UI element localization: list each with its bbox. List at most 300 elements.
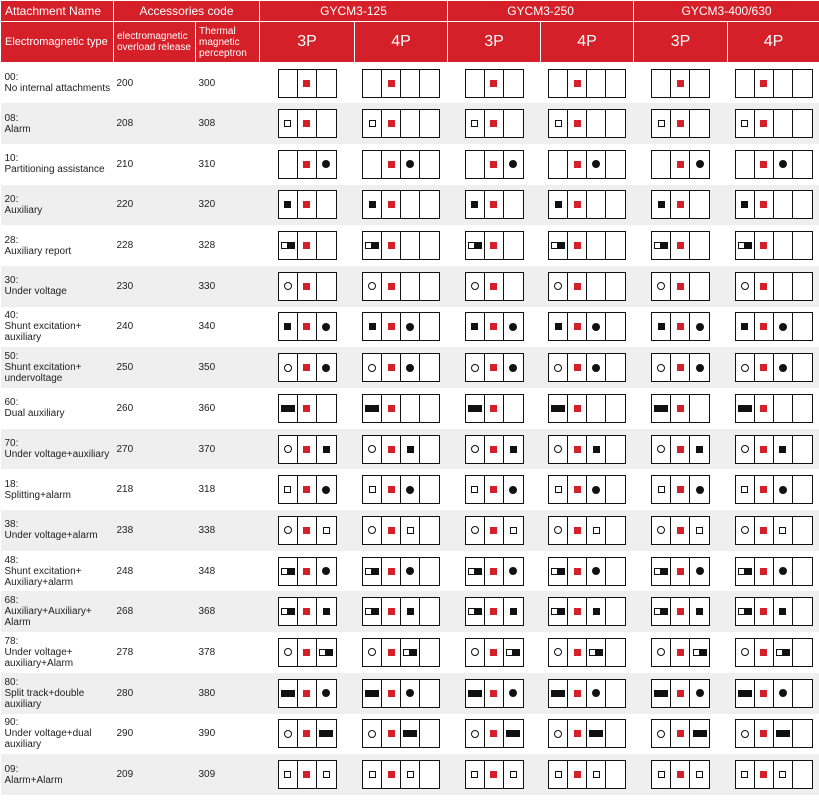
diagram-4p — [355, 185, 448, 226]
red-square-icon — [760, 690, 767, 697]
slot — [671, 720, 690, 747]
slot — [755, 436, 774, 463]
slot — [485, 558, 504, 585]
diagram-4p — [355, 63, 448, 104]
slot-diagram — [465, 475, 524, 504]
hollow-circle-icon — [471, 526, 479, 534]
slot-diagram — [465, 638, 524, 667]
slot-diagram — [548, 435, 626, 464]
slot — [606, 598, 625, 625]
black-square-icon — [369, 323, 376, 330]
diagram-4p — [728, 551, 819, 592]
slot — [317, 313, 336, 340]
diagram-3p — [634, 307, 728, 348]
slot — [755, 191, 774, 218]
slot — [549, 639, 568, 666]
slot — [466, 436, 485, 463]
red-square-icon — [303, 80, 310, 87]
hollow-circle-icon — [657, 526, 665, 534]
slot — [736, 151, 755, 178]
diagram-4p — [541, 63, 634, 104]
hollow-square-icon — [741, 771, 748, 778]
slot — [774, 598, 793, 625]
slot — [401, 354, 420, 381]
slot — [466, 191, 485, 218]
table-row — [1, 632, 819, 673]
slot — [652, 436, 671, 463]
hollow-square-icon — [407, 527, 414, 534]
diagram-3p — [448, 714, 541, 755]
slot-diagram — [651, 719, 710, 748]
slot — [279, 151, 298, 178]
diagram-4p — [541, 266, 634, 307]
code-thermal: 340 — [198, 321, 216, 333]
hollow-square-icon — [551, 608, 558, 615]
diagram-3p — [634, 754, 728, 795]
slot — [382, 761, 401, 788]
diagram-3p — [448, 144, 541, 185]
red-square-icon — [490, 405, 497, 412]
diagram-3p — [260, 347, 355, 388]
slot-diagram — [735, 272, 813, 301]
code-em: 220 — [114, 185, 196, 226]
header-3p: 3P — [448, 22, 541, 63]
hollow-circle-icon — [284, 648, 292, 656]
filled-circle-icon — [322, 567, 330, 575]
code-em: 240 — [116, 321, 134, 333]
code-thermal: 368 — [196, 591, 260, 632]
slot — [793, 232, 812, 259]
slot — [671, 517, 690, 544]
red-square-icon — [490, 608, 497, 615]
slot — [420, 110, 439, 137]
slot — [382, 598, 401, 625]
attachment-name — [1, 185, 114, 226]
hollow-square-icon — [284, 120, 291, 127]
code-label: 80: — [4, 676, 19, 688]
slot — [317, 191, 336, 218]
black-square-icon — [741, 201, 748, 208]
black-square-icon — [558, 405, 565, 412]
slot — [587, 232, 606, 259]
code-thermal: 318 — [198, 484, 216, 496]
red-square-icon — [760, 486, 767, 493]
slot — [652, 273, 671, 300]
black-square-icon — [558, 608, 565, 615]
filled-circle-icon — [779, 689, 787, 697]
slot-diagram — [362, 109, 440, 138]
slot — [382, 558, 401, 585]
red-square-icon — [574, 568, 581, 575]
header-4p: 4P — [541, 22, 634, 63]
slot — [363, 436, 382, 463]
slot — [549, 273, 568, 300]
diagram-4p — [728, 63, 819, 104]
slot — [755, 476, 774, 503]
red-square-icon — [677, 608, 684, 615]
slot-diagram — [651, 312, 710, 341]
filled-circle-icon — [696, 364, 704, 372]
slot — [671, 761, 690, 788]
red-square-icon — [760, 283, 767, 290]
red-square-icon — [490, 161, 497, 168]
type-label: Dual auxiliary — [4, 408, 65, 420]
slot — [401, 70, 420, 97]
slot — [736, 313, 755, 340]
slot — [485, 476, 504, 503]
hollow-square-icon — [555, 771, 562, 778]
slot — [317, 110, 336, 137]
red-square-icon — [490, 568, 497, 575]
red-square-icon — [303, 690, 310, 697]
black-square-icon — [551, 690, 558, 697]
diagram-3p — [634, 225, 728, 266]
black-square-icon — [506, 730, 513, 737]
type-label: Under voltage+alarm — [4, 530, 98, 542]
hollow-square-icon — [369, 771, 376, 778]
red-square-icon — [677, 690, 684, 697]
diagram-4p — [541, 469, 634, 510]
slot — [363, 598, 382, 625]
diagram-3p — [634, 469, 728, 510]
code-thermal: 370 — [196, 429, 260, 470]
slot — [420, 720, 439, 747]
filled-circle-icon — [592, 323, 600, 331]
diagram-4p — [728, 144, 819, 185]
slot — [736, 517, 755, 544]
slot — [279, 598, 298, 625]
hollow-circle-icon — [554, 526, 562, 534]
slot-diagram — [465, 760, 524, 789]
header-thermal-perceptron: Thermal magnetic perceptron — [196, 22, 260, 63]
black-square-icon — [558, 242, 565, 249]
red-square-icon — [388, 771, 395, 778]
table-row — [1, 754, 819, 795]
hollow-circle-icon — [471, 730, 479, 738]
slot — [466, 232, 485, 259]
slot — [568, 70, 587, 97]
red-square-icon — [760, 446, 767, 453]
slot — [606, 151, 625, 178]
type-label: Partitioning assistance — [4, 164, 105, 176]
slot — [298, 436, 317, 463]
diagram-4p — [541, 754, 634, 795]
red-square-icon — [303, 730, 310, 737]
black-square-icon — [407, 608, 414, 615]
black-square-icon — [661, 690, 668, 697]
type-label: Auxiliary report — [4, 245, 72, 257]
diagram-4p — [541, 103, 634, 144]
slot-diagram — [548, 272, 626, 301]
black-square-icon — [558, 690, 565, 697]
slot — [466, 680, 485, 707]
hollow-circle-icon — [471, 445, 479, 453]
slot-diagram — [735, 231, 813, 260]
slot — [363, 354, 382, 381]
black-square-icon — [475, 690, 482, 697]
diagram-3p — [260, 388, 355, 429]
slot — [736, 436, 755, 463]
red-square-icon — [303, 283, 310, 290]
red-square-icon — [677, 486, 684, 493]
table-row — [1, 225, 819, 266]
filled-circle-icon — [406, 364, 414, 372]
slot — [466, 639, 485, 666]
slot-diagram — [548, 597, 626, 626]
slot — [652, 720, 671, 747]
slot — [606, 191, 625, 218]
slot — [382, 517, 401, 544]
slot — [568, 680, 587, 707]
filled-circle-icon — [696, 486, 704, 494]
hollow-circle-icon — [741, 364, 749, 372]
slot — [382, 151, 401, 178]
slot — [317, 639, 336, 666]
slot — [793, 273, 812, 300]
red-square-icon — [388, 120, 395, 127]
black-square-icon — [661, 405, 668, 412]
slot — [363, 517, 382, 544]
slot — [382, 232, 401, 259]
diagram-4p — [728, 591, 819, 632]
red-square-icon — [677, 446, 684, 453]
hollow-circle-icon — [741, 445, 749, 453]
black-square-icon — [326, 730, 333, 737]
red-square-icon — [677, 120, 684, 127]
table-row — [1, 307, 819, 348]
slot — [485, 598, 504, 625]
filled-circle-icon — [696, 567, 704, 575]
slot — [736, 70, 755, 97]
red-square-icon — [574, 80, 581, 87]
diagram-3p — [448, 632, 541, 673]
diagram-4p — [355, 632, 448, 673]
slot-diagram — [362, 516, 440, 545]
slot — [690, 110, 709, 137]
table-row — [1, 551, 819, 592]
slot — [549, 598, 568, 625]
slot — [549, 395, 568, 422]
diagram-3p — [260, 266, 355, 307]
red-square-icon — [574, 527, 581, 534]
diagram-4p — [355, 591, 448, 632]
slot-diagram — [548, 557, 626, 586]
table-row — [1, 714, 819, 755]
filled-circle-icon — [779, 486, 787, 494]
slot — [652, 70, 671, 97]
diagram-3p — [260, 551, 355, 592]
slot — [755, 70, 774, 97]
code-thermal: 350 — [196, 347, 260, 388]
diagram-4p — [355, 469, 448, 510]
slot — [671, 680, 690, 707]
black-square-icon — [741, 323, 748, 330]
hollow-square-icon — [281, 608, 288, 615]
slot — [736, 232, 755, 259]
slot — [652, 151, 671, 178]
diagram-4p — [355, 551, 448, 592]
slot — [549, 476, 568, 503]
hollow-square-icon — [323, 771, 330, 778]
diagram-3p — [260, 144, 355, 185]
slot-diagram — [735, 69, 813, 98]
slot — [401, 761, 420, 788]
slot — [298, 395, 317, 422]
slot — [504, 354, 523, 381]
slot — [420, 436, 439, 463]
slot — [568, 558, 587, 585]
diagram-3p — [634, 185, 728, 226]
hollow-circle-icon — [368, 364, 376, 372]
slot — [298, 761, 317, 788]
hollow-square-icon — [658, 486, 665, 493]
slot — [549, 517, 568, 544]
hollow-circle-icon — [741, 282, 749, 290]
diagram-4p — [541, 429, 634, 470]
slot — [420, 476, 439, 503]
red-square-icon — [490, 242, 497, 249]
diagram-4p — [541, 144, 634, 185]
slot — [298, 680, 317, 707]
filled-circle-icon — [592, 486, 600, 494]
slot — [549, 761, 568, 788]
slot — [549, 191, 568, 218]
slot — [671, 232, 690, 259]
slot-diagram — [651, 272, 710, 301]
black-square-icon — [475, 568, 482, 575]
table-row — [1, 591, 819, 632]
code-em: 248 — [116, 565, 134, 577]
diagram-4p — [355, 388, 448, 429]
slot — [587, 313, 606, 340]
slot — [793, 598, 812, 625]
attachment-name — [1, 103, 114, 144]
attachment-name — [1, 347, 114, 388]
red-square-icon — [490, 323, 497, 330]
slot — [466, 517, 485, 544]
black-square-icon — [288, 690, 295, 697]
slot-diagram — [735, 719, 813, 748]
attachment-name — [1, 591, 114, 632]
filled-circle-icon — [406, 567, 414, 575]
slot — [587, 680, 606, 707]
diagram-4p — [728, 714, 819, 755]
slot — [774, 191, 793, 218]
code-label: 18: — [4, 478, 19, 490]
diagram-4p — [355, 266, 448, 307]
diagram-4p — [541, 388, 634, 429]
slot — [736, 191, 755, 218]
slot — [568, 110, 587, 137]
diagram-3p — [634, 63, 728, 104]
slot-diagram — [278, 150, 337, 179]
hollow-square-icon — [471, 771, 478, 778]
slot-diagram — [548, 638, 626, 667]
slot — [279, 110, 298, 137]
slot — [401, 558, 420, 585]
slot — [298, 151, 317, 178]
hollow-square-icon — [551, 568, 558, 575]
hollow-circle-icon — [368, 526, 376, 534]
slot — [279, 517, 298, 544]
diagram-4p — [728, 347, 819, 388]
slot — [671, 313, 690, 340]
black-square-icon — [779, 608, 786, 615]
black-square-icon — [510, 446, 517, 453]
hollow-square-icon — [468, 568, 475, 575]
slot — [363, 720, 382, 747]
red-square-icon — [760, 771, 767, 778]
diagram-4p — [728, 266, 819, 307]
slot — [774, 70, 793, 97]
red-square-icon — [574, 446, 581, 453]
hollow-square-icon — [658, 771, 665, 778]
filled-circle-icon — [592, 364, 600, 372]
slot — [382, 273, 401, 300]
diagram-4p — [728, 225, 819, 266]
slot-diagram — [278, 190, 337, 219]
code-label: 48: — [4, 554, 19, 566]
slot — [671, 476, 690, 503]
hollow-square-icon — [696, 527, 703, 534]
hollow-circle-icon — [368, 445, 376, 453]
slot-diagram — [651, 679, 710, 708]
diagram-3p — [260, 225, 355, 266]
slot — [587, 639, 606, 666]
slot — [774, 476, 793, 503]
black-square-icon — [589, 730, 596, 737]
attachment-name — [1, 225, 114, 266]
slot — [485, 436, 504, 463]
slot — [690, 151, 709, 178]
slot-diagram — [735, 557, 813, 586]
table-row — [1, 388, 819, 429]
diagram-3p — [448, 266, 541, 307]
slot — [420, 273, 439, 300]
slot-diagram — [735, 353, 813, 382]
slot — [736, 395, 755, 422]
slot-diagram — [735, 394, 813, 423]
slot — [420, 313, 439, 340]
black-square-icon — [745, 242, 752, 249]
red-square-icon — [388, 486, 395, 493]
slot — [485, 517, 504, 544]
filled-circle-icon — [696, 323, 704, 331]
hollow-circle-icon — [657, 364, 665, 372]
diagram-4p — [728, 429, 819, 470]
slot — [401, 476, 420, 503]
slot-diagram — [465, 272, 524, 301]
slot — [382, 476, 401, 503]
code-label: 70: — [4, 438, 19, 450]
slot-diagram — [651, 475, 710, 504]
black-square-icon — [281, 690, 288, 697]
filled-circle-icon — [406, 689, 414, 697]
type-label: Under voltage — [4, 286, 67, 298]
type-label: Split track+double auxiliary — [4, 687, 85, 710]
slot — [298, 639, 317, 666]
header-4p: 4P — [355, 22, 448, 63]
type-label: Shunt excitation+ auxiliary — [4, 321, 82, 344]
slot-diagram — [735, 638, 813, 667]
code-label: 78: — [4, 635, 19, 647]
slot — [317, 476, 336, 503]
filled-circle-icon — [509, 160, 517, 168]
slot-diagram — [362, 557, 440, 586]
red-square-icon — [303, 486, 310, 493]
diagram-3p — [448, 388, 541, 429]
attachment-name — [1, 714, 114, 755]
